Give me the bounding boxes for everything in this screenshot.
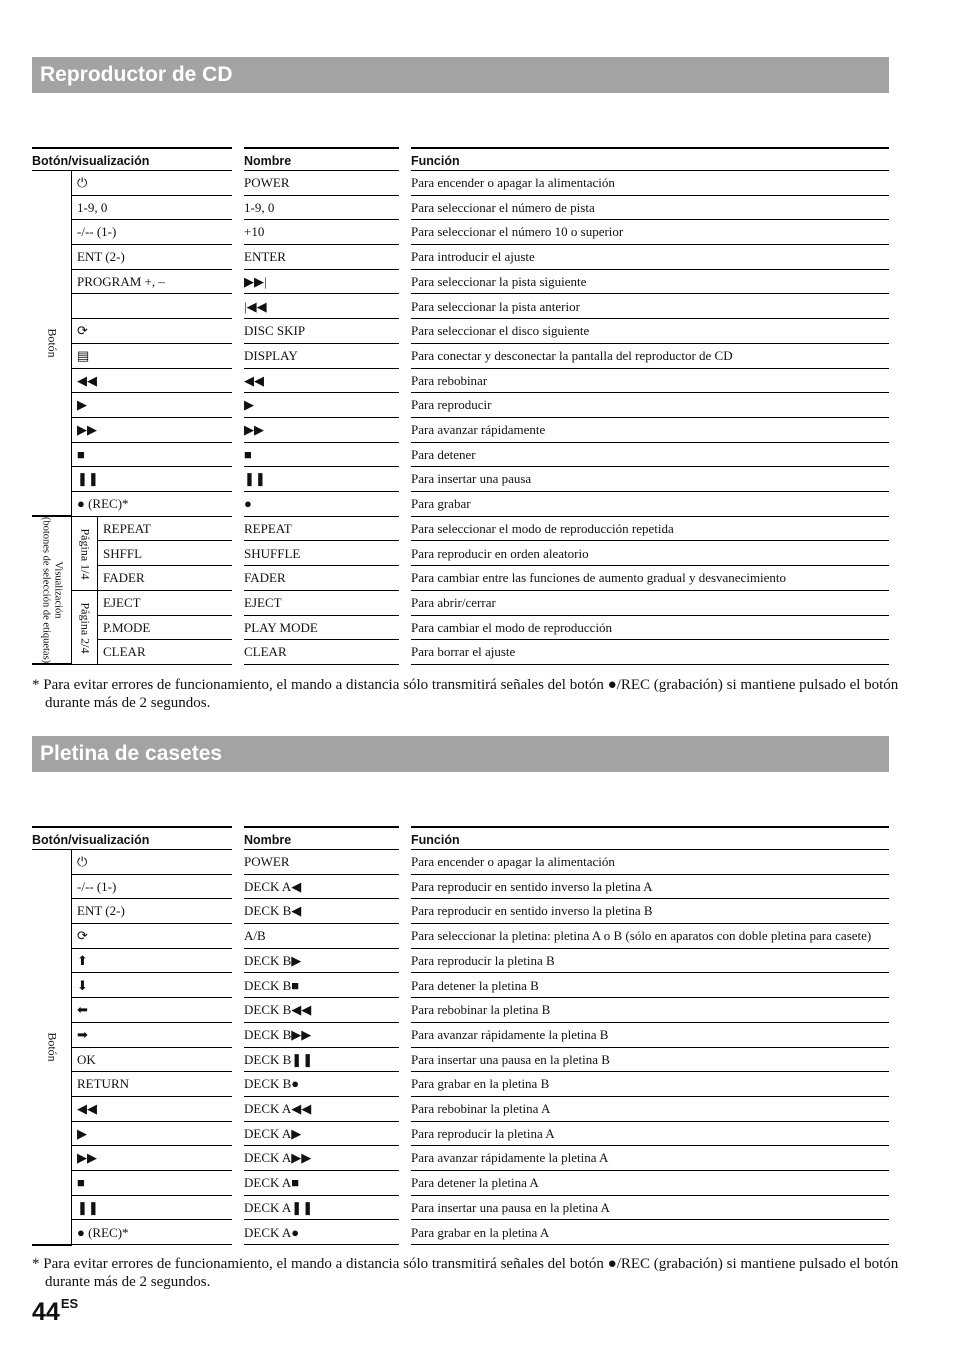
function-cell: Para seleccionar el disco siguiente [411,319,889,344]
header-function: Función [411,826,889,850]
group-display-label [40,517,63,663]
group-button-label: Botón [45,1032,59,1062]
function-cell: Para encender o apagar la alimentación [411,171,889,196]
button-cell: ⏻ [72,171,232,196]
page-number-value: 44 [32,1298,60,1326]
button-cell: ● (REC)* [72,1221,232,1246]
footnote-cassette: * Para evitar errores de funcionamiento, el mando a distancia sólo transmitirá señales del botón ●/REC (grabación) si mantiene pulsado el botón durante más de 2 segundos. [32,1256,899,1290]
group-display [32,517,72,665]
name-cell: REPEAT [244,517,399,542]
page-2-group [72,591,98,665]
button-cell: ◀◀ [72,369,232,394]
header-button: Botón/visualización [32,826,232,850]
function-cell: Para insertar una pausa en la pletina A [411,1196,889,1221]
function-cell: Para detener [411,443,889,468]
function-cell: Para rebobinar la pletina A [411,1097,889,1122]
button-cell: ⟳ [72,924,232,949]
button-cell: ▤ [72,344,232,369]
name-cell: DECK B◀◀ [244,998,399,1023]
name-cell: DECK B● [244,1072,399,1097]
button-cell: OK [72,1048,232,1073]
group-button [32,171,72,517]
button-cell [72,295,232,320]
button-cell: ⬅ [72,998,232,1023]
button-cell: ⟳ [72,319,232,344]
function-cell: Para avanzar rápidamente la pletina A [411,1146,889,1171]
name-cell: ▶ [244,393,399,418]
name-cell: DECK A■ [244,1171,399,1196]
button-cell: P.MODE [98,616,232,641]
function-cell: Para conectar y desconectar la pantalla del reproductor de CD [411,344,889,369]
name-cell: 1-9, 0 [244,196,399,221]
function-cell: Para rebobinar la pletina B [411,998,889,1023]
name-cell: POWER [244,850,399,875]
function-cell: Para seleccionar la pista siguiente [411,270,889,295]
function-cell: Para avanzar rápidamente [411,418,889,443]
name-cell: ● [244,492,399,517]
button-cell: ⏻ [72,850,232,875]
name-cell: DECK B◀ [244,899,399,924]
button-cell: ENT (2-) [72,245,232,270]
function-cell: Para reproducir en sentido inverso la pletina A [411,875,889,900]
function-cell: Para borrar el ajuste [411,640,889,665]
name-cell: +10 [244,220,399,245]
function-cell: Para encender o apagar la alimentación [411,850,889,875]
function-cell: Para reproducir en sentido inverso la pletina B [411,899,889,924]
button-cell: EJECT [98,591,232,616]
button-cell: ● (REC)* [72,492,232,517]
name-cell: ▶▶ [244,418,399,443]
name-cell: DECK A◀ [244,875,399,900]
button-cell: ⬆ [72,949,232,974]
name-cell: FADER [244,566,399,591]
name-cell: DECK A◀◀ [244,1097,399,1122]
button-cell: ➡ [72,1023,232,1048]
name-cell: PLAY MODE [244,616,399,641]
function-cell: Para reproducir [411,393,889,418]
button-cell: ◀◀ [72,1097,232,1122]
function-cell: Para cambiar el modo de reproducción [411,616,889,641]
function-cell: Para seleccionar la pista anterior [411,295,889,320]
button-cell: ▶▶ [72,1146,232,1171]
name-cell: ■ [244,443,399,468]
button-cell: ■ [72,1171,232,1196]
button-cell: CLEAR [98,640,232,665]
button-cell: RETURN [72,1072,232,1097]
page-number [32,1296,78,1327]
name-cell: DISPLAY [244,344,399,369]
group-button [32,850,72,1246]
button-cell: REPEAT [98,517,232,542]
name-cell: CLEAR [244,640,399,665]
function-cell: Para grabar en la pletina A [411,1221,889,1246]
name-cell: DECK B■ [244,974,399,999]
button-cell: ❚❚ [72,467,232,492]
function-cell: Para introducir el ajuste [411,245,889,270]
header-name: Nombre [244,826,399,850]
function-cell: Para grabar en la pletina B [411,1072,889,1097]
button-cell: ⬇ [72,974,232,999]
function-cell: Para abrir/cerrar [411,591,889,616]
button-cell: ▶ [72,1122,232,1147]
function-cell: Para reproducir la pletina B [411,949,889,974]
group-display-label-1: Visualización [52,561,63,619]
section-title-cd: Reproductor de CD [32,57,889,93]
function-cell: Para seleccionar el número 10 o superior [411,220,889,245]
page-1-group [72,517,98,591]
name-cell: DECK A❚❚ [244,1196,399,1221]
function-cell: Para grabar [411,492,889,517]
name-cell: DECK B▶▶ [244,1023,399,1048]
function-cell: Para reproducir la pletina A [411,1122,889,1147]
button-cell: -/-- (1-) [72,220,232,245]
name-cell: |◀◀ [244,295,399,320]
section-title-cassette: Pletina de casetes [32,736,889,772]
name-cell: ENTER [244,245,399,270]
name-cell: ❚❚ [244,467,399,492]
function-cell: Para seleccionar el modo de reproducción repetida [411,517,889,542]
function-cell: Para cambiar entre las funciones de aumento gradual y desvanecimiento [411,566,889,591]
page-1-label: Página 1/4 [78,528,92,579]
function-cell: Para rebobinar [411,369,889,394]
function-cell: Para seleccionar el número de pista [411,196,889,221]
name-cell: A/B [244,924,399,949]
button-cell: -/-- (1-) [72,875,232,900]
name-cell: DECK A▶▶ [244,1146,399,1171]
group-display-label-2: (botones de selección de etiquetas) [40,516,52,664]
button-cell: 1-9, 0 [72,196,232,221]
function-cell: Para reproducir en orden aleatorio [411,542,889,567]
name-cell: POWER [244,171,399,196]
button-cell: FADER [98,566,232,591]
function-cell: Para seleccionar la pletina: pletina A o B (sólo en aparatos con doble pletina para casete) [411,924,889,949]
name-cell: ▶▶| [244,270,399,295]
name-cell: DECK A● [244,1221,399,1246]
name-cell: DISC SKIP [244,319,399,344]
page-2-label: Página 2/4 [78,602,92,653]
name-cell: SHUFFLE [244,542,399,567]
button-cell: PROGRAM +, – [72,270,232,295]
page-language: ES [60,1296,79,1311]
button-cell: ■ [72,443,232,468]
name-cell: DECK A▶ [244,1122,399,1147]
button-cell: ▶▶ [72,418,232,443]
function-cell: Para insertar una pausa en la pletina B [411,1048,889,1073]
name-cell: DECK B▶ [244,949,399,974]
header-button: Botón/visualización [32,147,232,171]
name-cell: DECK B❚❚ [244,1048,399,1073]
name-cell: ◀◀ [244,369,399,394]
header-function: Función [411,147,889,171]
function-cell: Para insertar una pausa [411,467,889,492]
group-button-label: Botón [45,328,59,358]
button-cell: ENT (2-) [72,899,232,924]
name-cell: EJECT [244,591,399,616]
function-cell: Para detener la pletina B [411,974,889,999]
footnote-cd: * Para evitar errores de funcionamiento, el mando a distancia sólo transmitirá señales del botón ●/REC (grabación) si mantiene pulsado el botón durante más de 2 segundos. [32,677,899,711]
button-cell: SHFFL [98,542,232,567]
header-name: Nombre [244,147,399,171]
button-cell: ▶ [72,393,232,418]
function-cell: Para detener la pletina A [411,1171,889,1196]
function-cell: Para avanzar rápidamente la pletina B [411,1023,889,1048]
button-cell: ❚❚ [72,1196,232,1221]
